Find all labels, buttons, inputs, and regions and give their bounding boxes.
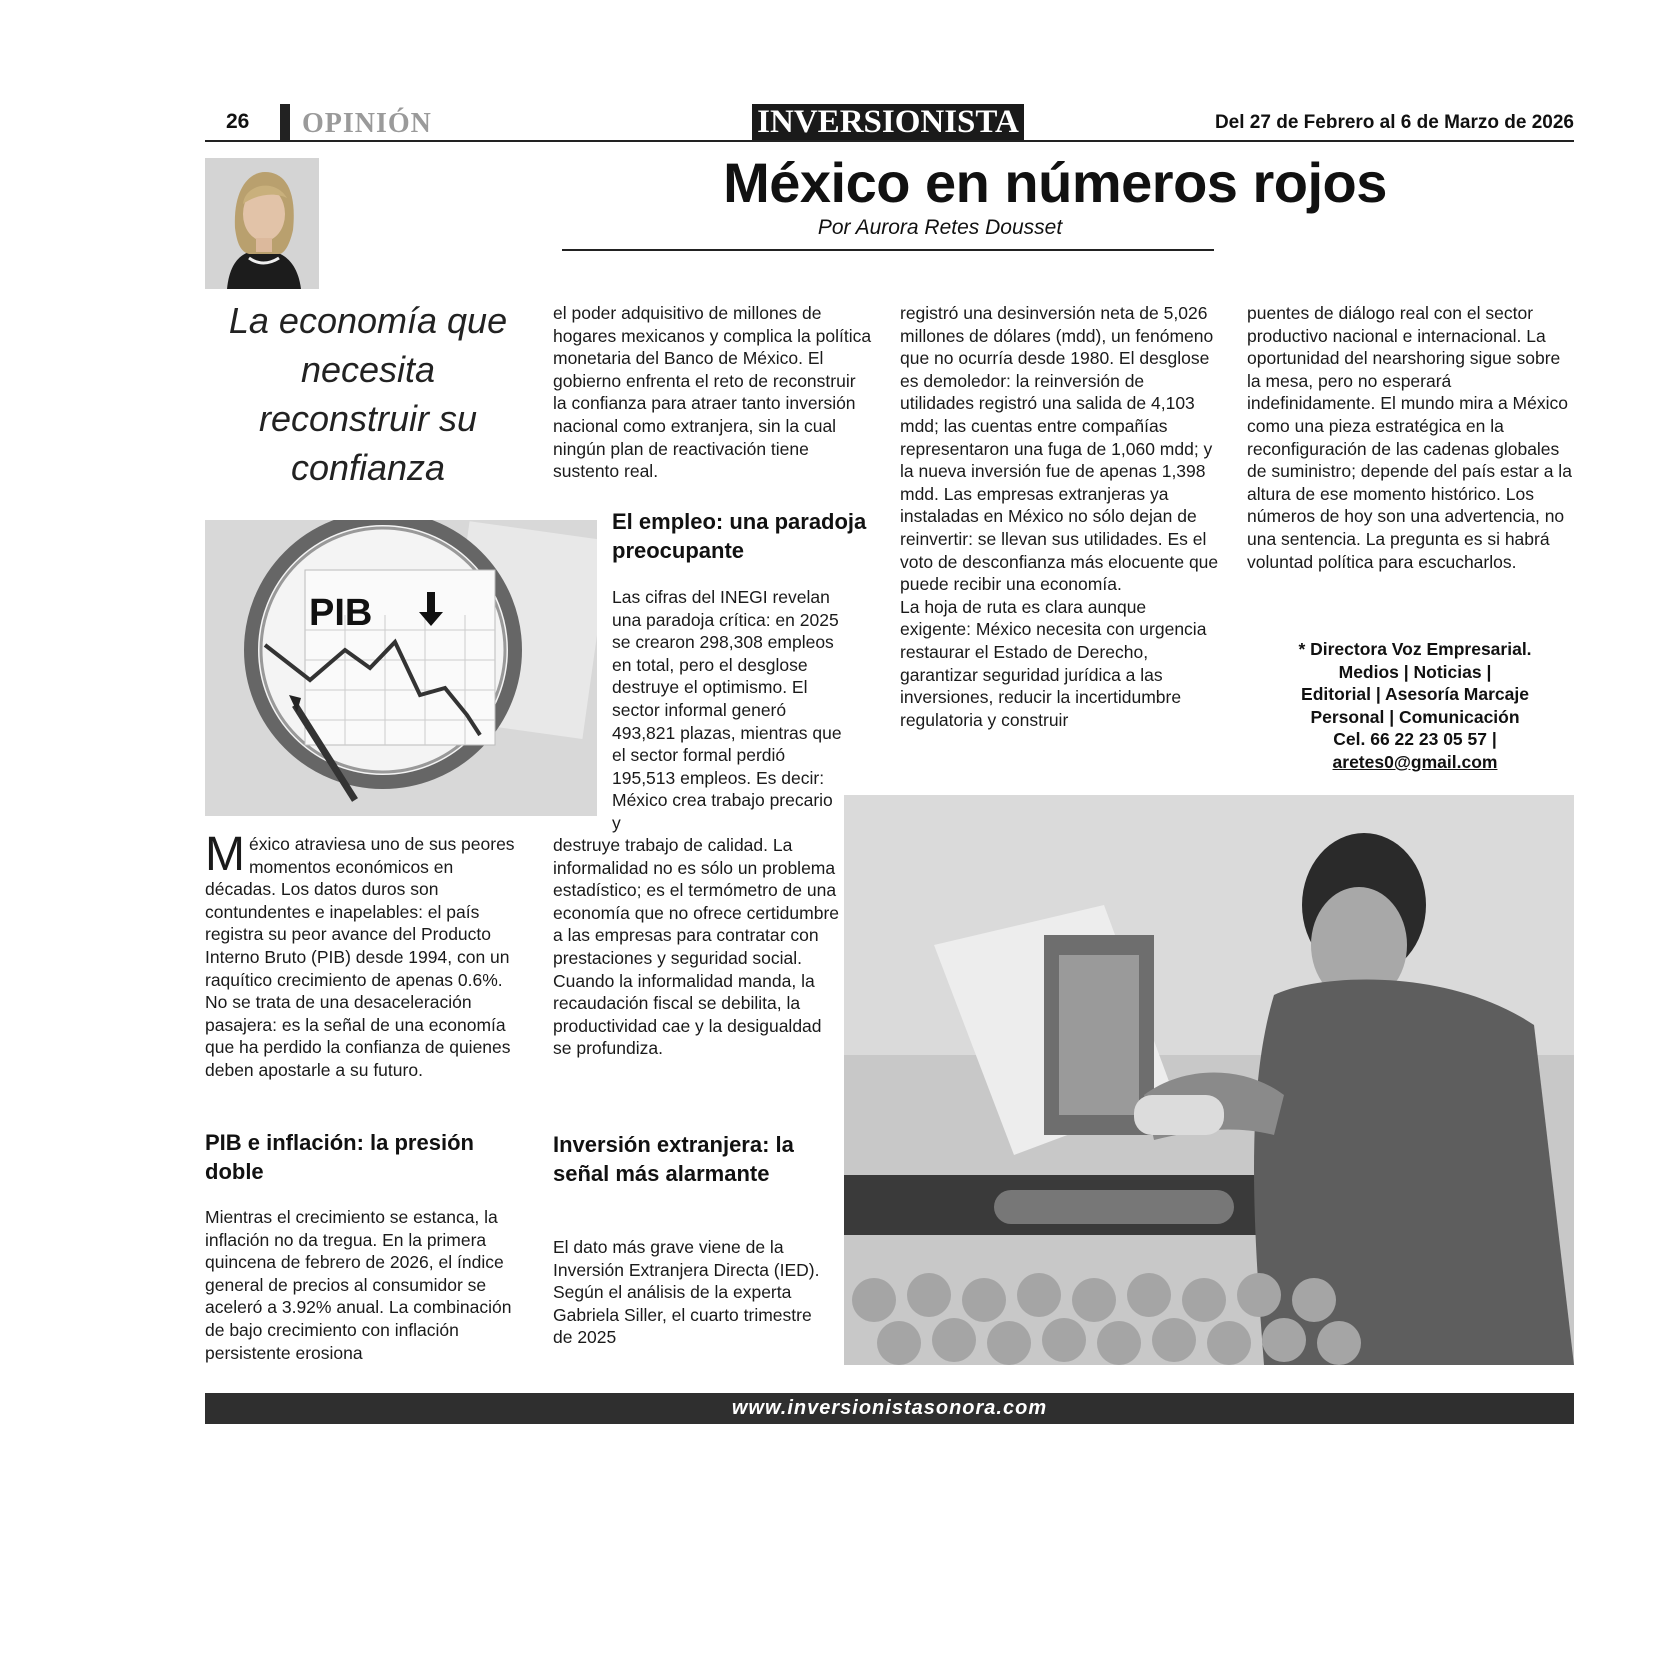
author-portrait [205, 158, 319, 289]
paragraph-informalidad: destruye trabajo de calidad. La informalidad no es sólo un problema estadístico; es el termómetro de una economía que no ofrece certidumbre a las empresas para contratar con prestaciones y seguridad social. Cuando la informalidad manda, la recaudación fiscal se debilita, la productividad cae y la desigualdad se profundiza. [553, 835, 839, 1059]
article-headline: México en números rojos [723, 151, 1387, 214]
bio-phone: Cel. 66 22 23 05 57 | [1333, 729, 1497, 750]
author-email-link[interactable]: aretes0@gmail.com [1332, 751, 1498, 772]
subhead-empleo: El empleo: una paradoja preocupante [612, 509, 867, 563]
intro-paragraph [205, 828, 525, 1082]
paragraph-inflacion: Mientras el crecimiento se estanca, la inflación no da tregua. En la primera quincena de febrero de 2026, el índice general de precios al consumidor se aceleró a 3.92% anual. La combinación de bajo crecimiento con inflación persistente erosiona [205, 1207, 512, 1363]
paragraph-hoja-de-ruta: La hoja de ruta es clara aunque exigente: México necesita con urgencia restaurar el Estado de Derecho, garantizar seguridad jurídica a las inversiones, reducir la incertidumbre regulatoria y construir [900, 596, 1207, 730]
title-rule [562, 249, 1214, 251]
paragraph-poder-adquisitivo: el poder adquisitivo de millones de hogares mexicanos y complica la política monetaria del Banco de México. El gobierno enfrenta el reto de reconstruir la confianza para atraer tanto inversión nacional como extranjera, sin la cual ningún plan de reactivación tiene sustento real. [553, 303, 872, 482]
bio-line: Editorial | Asesoría Marcaje [1301, 684, 1529, 705]
bio-line: * Directora Voz Empresarial. [1298, 639, 1532, 659]
subhead-pib-inflacion: PIB e inflación: la presión doble [205, 1130, 474, 1184]
paragraph-nearshoring: puentes de diálogo real con el sector productivo nacional e internacional. La oportunidad del nearshoring sigue sobre la mesa, pero no esperará indefinidamente. El mundo mira a México como una pieza estratégica en la reconfiguración de las cadenas globales de suministro; depende del país estar a la altura de ese momento histórico. Los números de hoy son una advertencia, no una sentencia. La pregunta es si habrá voluntad política para escucharlos. [1247, 303, 1572, 572]
paragraph-empleo: Las cifras del INEGI revelan una paradoja crítica: en 2025 se crearon 298,308 empleos en total, pero el desglose destruye el optimismo. El sector informal generó 493,821 plazas, mientras que el sector formal perdió 195,513 empleos. Es decir: México crea trabajo precario y [612, 587, 842, 833]
factory-illustration [844, 795, 1574, 1365]
article-byline: Por Aurora Retes Dousset [817, 216, 1063, 239]
factory-worker-photo [844, 795, 1574, 1365]
section-title: OPINIÓN [302, 108, 432, 139]
paragraph-ied: El dato más grave viene de la Inversión Extranjera Directa (IED). Según el análisis de la experta Gabriela Siller, el cuarto trimestre de 2025 [553, 1237, 820, 1348]
intro-text: éxico atraviesa uno de sus peores momentos económicos en décadas. Los datos duros son contundentes e inapelables: el país registra su peor avance del Producto Interno Bruto (PIB) desde 1994, con un raquítico crecimiento de apenas 0.6%. No se trata de una desaceleración pasajera: es la señal de una economía que ha perdido la confianza de quienes deben apostarle a su futuro. [205, 834, 515, 1080]
newspaper-logo: INVERSIONISTA [752, 104, 1024, 140]
chart-label: PIB [309, 592, 373, 634]
header-rule [205, 140, 1574, 142]
pull-quote: La economía que necesita reconstruir su confianza [228, 300, 508, 488]
bio-line: Medios | Noticias | [1338, 661, 1492, 682]
portrait-illustration [205, 158, 319, 289]
author-bio [1250, 638, 1580, 774]
article-intro [205, 828, 525, 1082]
section-divider [280, 104, 290, 142]
magnifier-illustration [205, 520, 597, 816]
subhead-inversion-extranjera: Inversión extranjera: la señal más alarmante [553, 1132, 794, 1186]
bio-line: Personal | Comunicación [1310, 706, 1520, 727]
column-three [900, 302, 1222, 731]
issue-date: Del 27 de Febrero al 6 de Marzo de 2026 [1214, 112, 1574, 133]
footer-website-link[interactable]: www.inversionistasonora.com [731, 1397, 1048, 1419]
page-number: 26 [226, 110, 250, 133]
paragraph-desinversion: registró una desinversión neta de 5,026 millones de dólares (mdd), un fenómeno que no ocurría desde 1980. El desglose es demoledor: la reinversión de utilidades registró una salida de 4,103 mdd; las cuentas entre compañías representaron una fuga de 1,060 mdd; y la nueva inversión fue de apenas 1,398 mdd. Las empresas extranjeras ya instaladas en México no sólo dejan de reinvertir: se llevan sus utilidades. Es el voto de desconfianza más elocuente que puede recibir una economía. [900, 303, 1219, 595]
pib-chart-photo [205, 520, 597, 816]
drop-cap: M [205, 828, 245, 881]
